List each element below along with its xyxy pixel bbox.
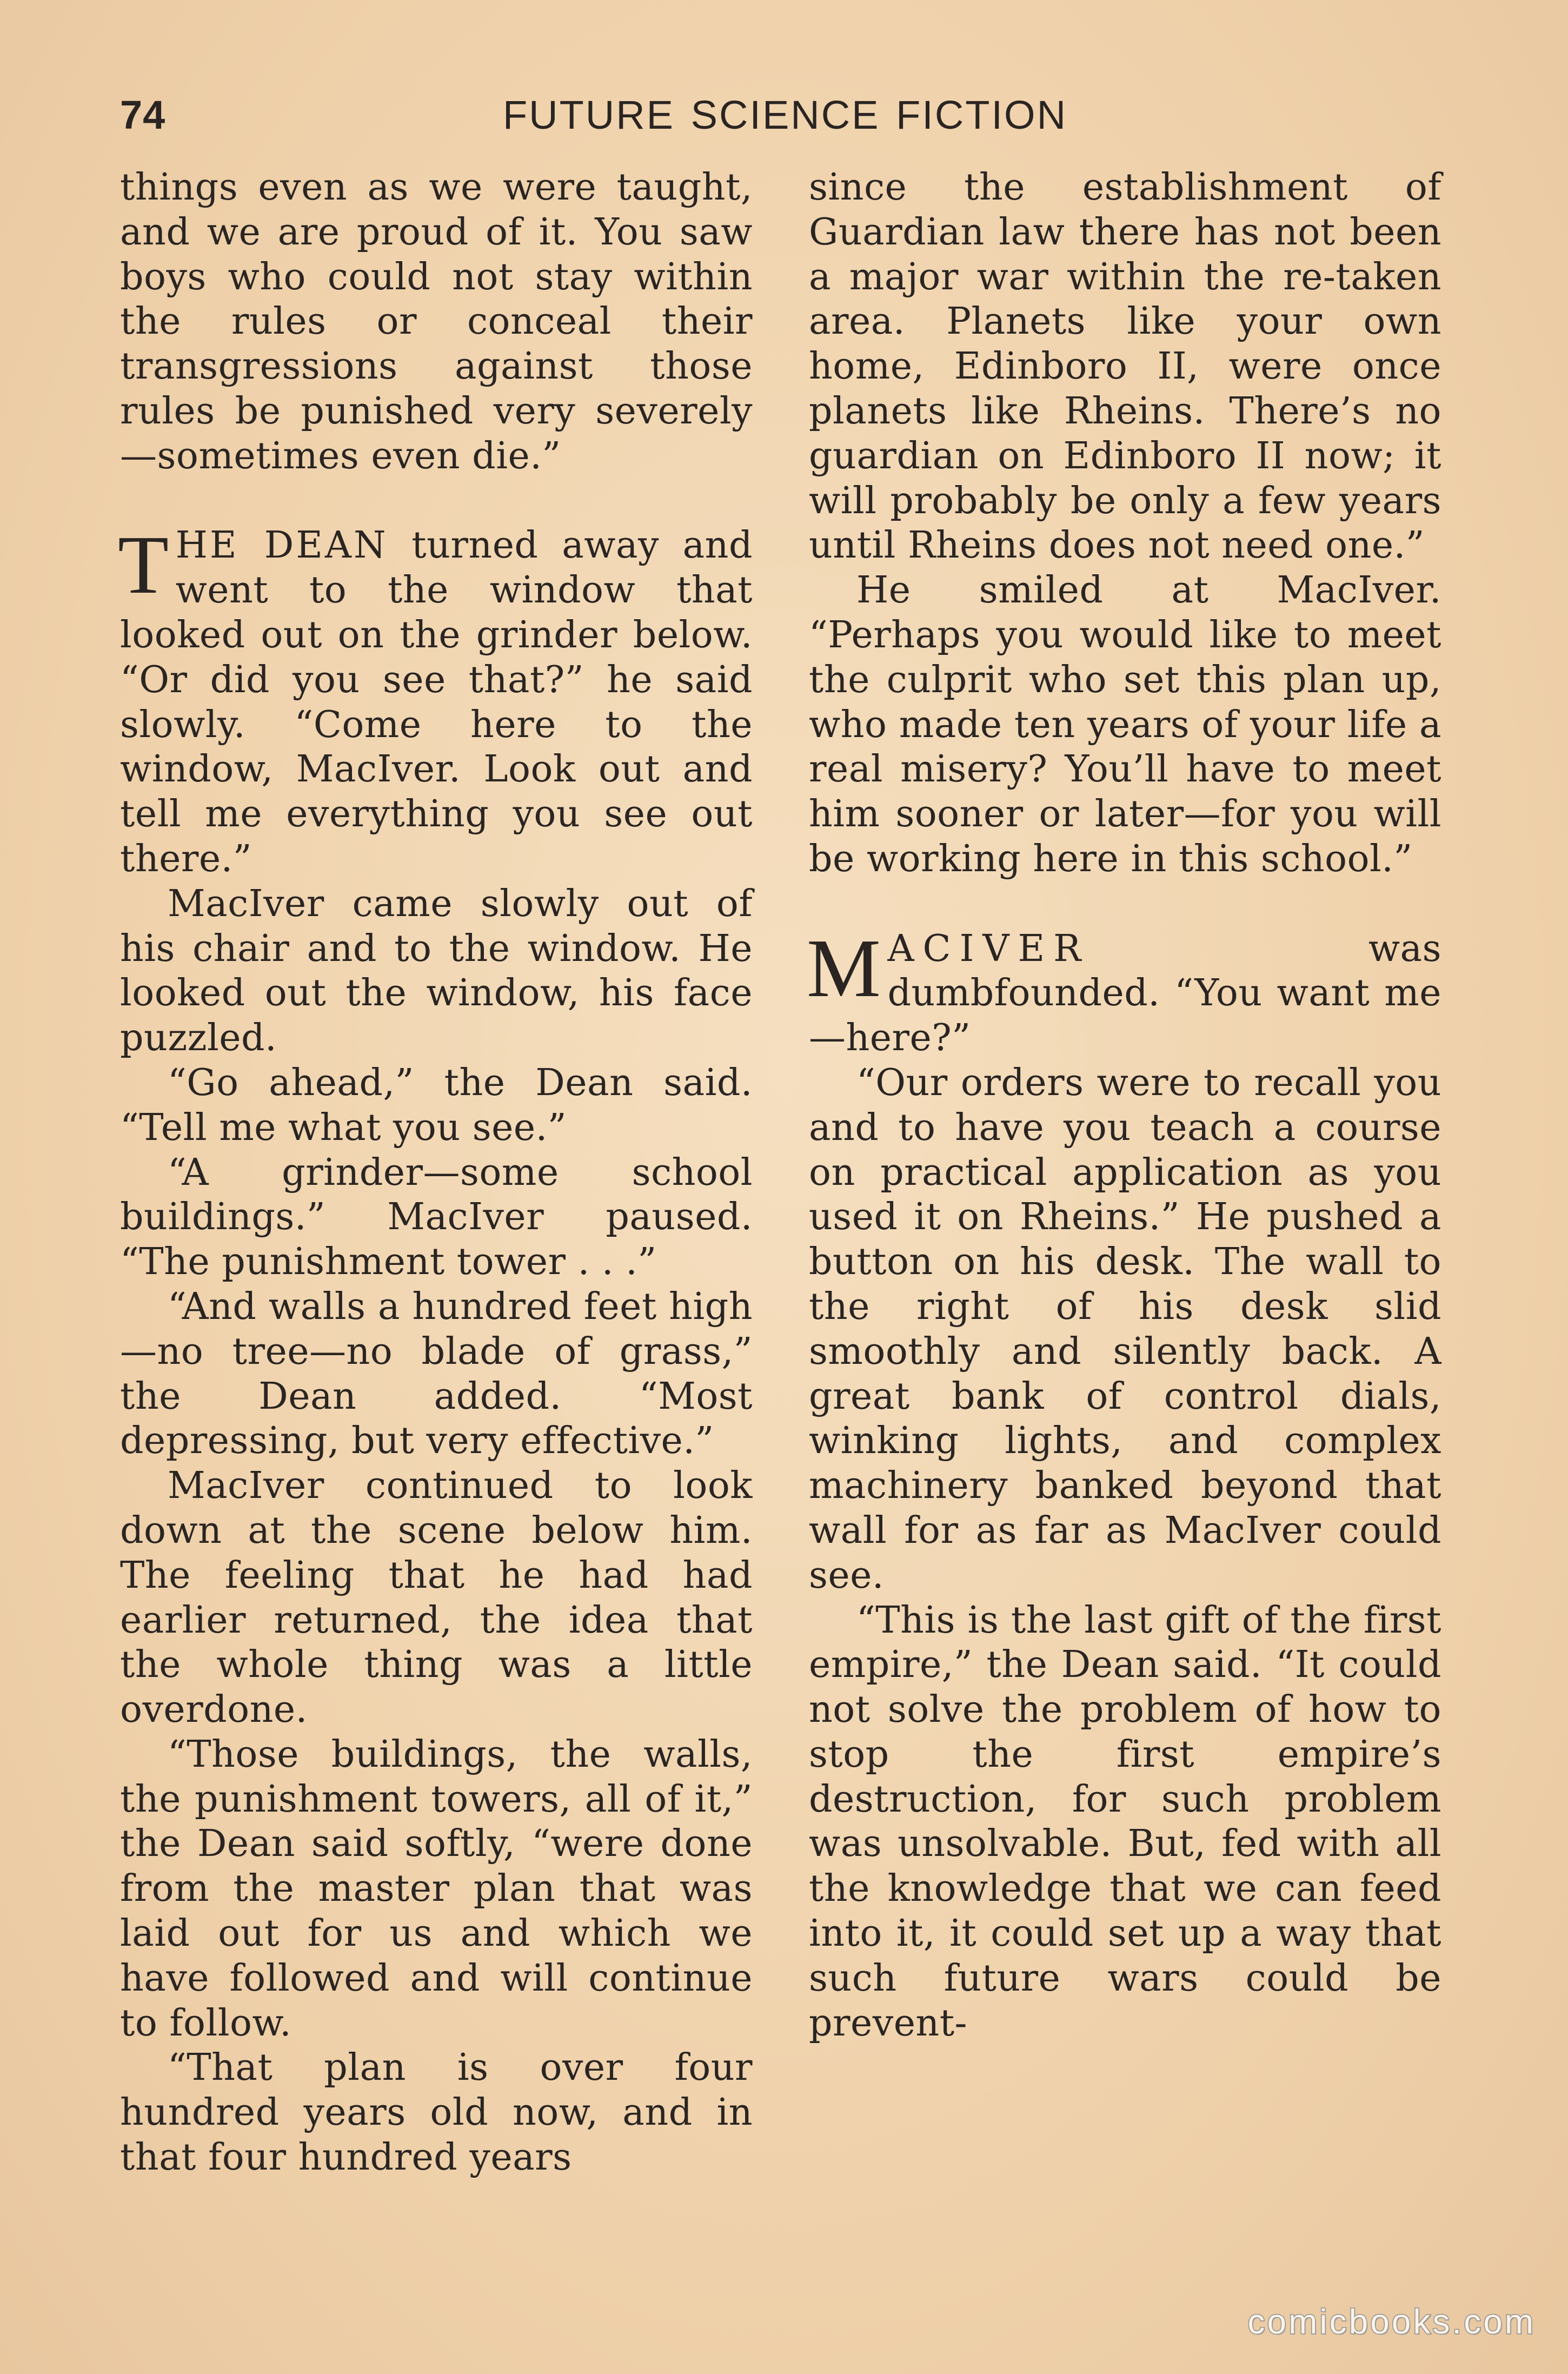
paragraph: MacIver continued to look down at the scene below him. The feeling that he had had earlier returned, the idea that the whole thing was a little overdone. bbox=[120, 1464, 753, 1732]
paragraph: “A grinder—some school buildings.” MacIver paused. “The punishment tower . . .” bbox=[120, 1151, 753, 1284]
paragraph: He smiled at MacIver. “Perhaps you would like to meet the culprit who set this plan up, who made ten years of your life a real misery? You’ll have to meet him sooner or later—for you will be working here in this school.” bbox=[809, 569, 1441, 880]
paragraph: “This is the last gift of the first empire,” the Dean said. “It could not solve the problem of how to stop the first empire’s destruction, for such problem was unsolvable. But, fed with all the knowledge that we can feed into it, it could set up a way that such future wars could be prevent- bbox=[809, 1599, 1441, 2045]
page-header bbox=[120, 87, 1450, 162]
paragraph: MacIver came slowly out of his chair and to the window. He looked out the window, his face puzzled. bbox=[120, 882, 753, 1060]
paragraph: “Those buildings, the walls, the punishment towers, all of it,” the Dean said softly, “were done from the master plan that was laid out for us and which we have followed and will continue to follow. bbox=[120, 1733, 753, 2045]
lead-in-text: ACIVER bbox=[887, 927, 1090, 970]
section-start-paragraph bbox=[118, 519, 753, 881]
drop-cap: T bbox=[118, 519, 169, 612]
paragraph-text: was dumbfounded. “You want me —here?” bbox=[809, 927, 1441, 1060]
paragraph-text: turned away and went to the window that looked out on the grinder below. “Or did you see that?” he said slowly. “Come here to the window, MacIver. Look out and tell me everything you see out there.” bbox=[120, 524, 753, 880]
paragraph: since the establishment of Guardian law there has not been a major war within the re-taken area. Planets like your own home, Edinboro II, were once planets like Rheins. There’s no guardian on Edinboro II now; it will probably be only a few years until Rheins does not need one.” bbox=[809, 166, 1441, 567]
running-title: FUTURE SCIENCE FICTION bbox=[502, 92, 1068, 137]
lead-in-text: HE DEAN bbox=[175, 524, 388, 567]
paragraph: “That plan is over four hundred years old now, and in that four hundred years bbox=[120, 2046, 753, 2179]
drop-cap: M bbox=[807, 922, 881, 1014]
right-column bbox=[809, 165, 1441, 2046]
paragraph: things even as we were taught, and we are proud of it. You saw boys who could not stay within the rules or conceal their transgressions against those rules be punished very severely—sometimes even die.” bbox=[120, 166, 753, 478]
paragraph: “Go ahead,” the Dean said. “Tell me what you see.” bbox=[120, 1061, 753, 1149]
paragraph: “And walls a hundred feet high—no tree—no blade of grass,” the Dean added. “Most depressing, but very effective.” bbox=[120, 1285, 753, 1463]
watermark: comicbooks.com bbox=[1247, 2302, 1536, 2341]
left-column bbox=[120, 165, 753, 2180]
page-number: 74 bbox=[120, 92, 166, 137]
section-start-paragraph bbox=[807, 922, 1441, 1061]
paragraph: “Our orders were to recall you and to have you teach a course on practical application as you used it on Rheins.” He pushed a button on his desk. The wall to the right of his desk slid smoothly and silently back. A great bank of control dials, winking lights, and complex machinery banked beyond that wall for as far as MacIver could see. bbox=[809, 1061, 1441, 1597]
